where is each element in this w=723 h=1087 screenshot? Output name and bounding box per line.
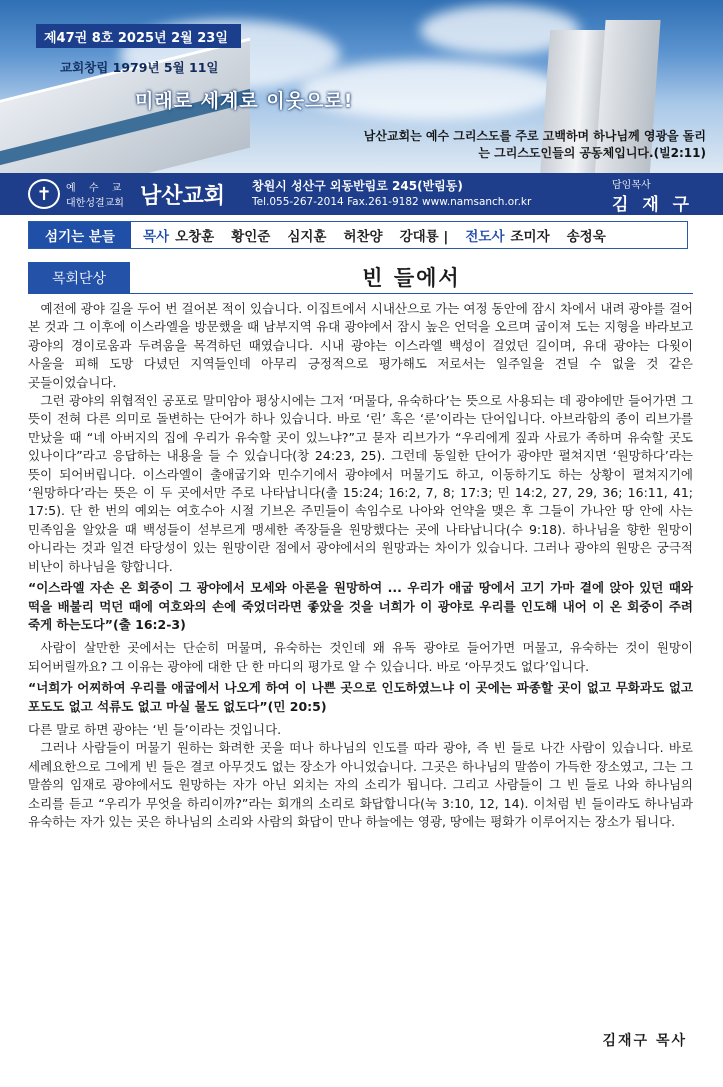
ministers-label: 섬기는 분들 — [29, 222, 131, 248]
founded-date: 교회창립 1979년 5월 11일 — [60, 60, 219, 75]
article-paragraph: 예전에 광야 길을 두어 번 걸어본 적이 있습니다. 이집트에서 시내산으로 가는 여정 동안에 잠시 차에서 내려 광야를 걸어 본 것과 그 이후에 이스라엘을 방문했을 때 남부지역 유대 광야에서 잠시 높은 언덕을 오르며 굽이져 도는 지형을 바라보고 광야의 경이로움과 두려움을 목격하던 때였습니다. 시내 광야는 이스라엘 백성이 걸었던 길이며, 유대 광야는 다윗이 사울을 피해 도망 다녔던 지역들인데 아무리 긍정적으로 평가해도 저로서는 일주일을 견딜 수 없을 것 같은 곳들이었습니다. — [28, 301, 693, 390]
pastor-label: 목사 — [143, 229, 170, 245]
church-motto: 미래로 세계로 이웃으로! — [135, 90, 354, 112]
article-paragraph: 다른 말로 하면 광야는 ‘빈 들’이라는 것입니다. — [28, 721, 282, 737]
minister-name: 황인준 — [231, 229, 271, 245]
church-contact: Tel.055-267-2014 Fax.261-9182 www.namsanch.or.kr — [252, 196, 532, 208]
article-paragraph: 그런 광야의 위협적인 공포로 말미암아 평상시에는 그저 ‘머물다, 유숙하다’는 뜻으로 사용되는 데 광야에만 들어가면 그 뜻이 전혀 다른 의미로 돌변하는 단어가 하나 있습니다. 바로 ‘린’ 혹은 ‘룬’이라는 단어입니다. 아브라함의 종이 리브가를 만났을 때 “네 아버지의 집에 우리가 유숙할 곳이 있느냐?”고 묻자 리브가가 “우리에게 짚과 사료가 족하며 유숙할 곳도 있나이다”라고 응답하는 내용을 들 수 있습니다(창 24:23, 25). 그런데 동일한 단어가 광야만 펼쳐지면 ‘원망하다’라는 뜻이 되어버립니다. 이스라엘이 출애굽기와 민수기에서 광야에서 머물기도 하고, 이동하기도 하는 상황이 펼쳐지기에 ‘원망하다’라는 뜻은 이 두 곳에서만 주로 나타납니다(출 15:24; 16:2, 7, 8; 17:3; 민 14:2, 27, 29, 36; 16:11, 41; 17:5). 단 한 번의 예외는 여호수아 시절 기브온 주민들이 속임수로 나아와 언약을 맺은 후 그들이 가나안 땅 안에 사는 민족임을 알았을 때 백성들이 섣부르게 맹세한 족장들을 원망했다는 곳에 나타납니다(수 9:18). 하나님을 향한 원망이 아니라는 것과 일견 타당성이 있는 원망이란 점에서 광야에서의 원망과는 차이가 있습니다. 그러나 광야의 원망은 궁극적 비난이 하나님을 향합니다. — [28, 393, 693, 574]
title-divider — [130, 293, 693, 294]
church-info-bar — [0, 173, 723, 215]
evangelist-name: 송정욱 — [566, 229, 606, 245]
minister-name: 강대룡 | — [399, 229, 449, 245]
article-paragraph: 사람이 살만한 곳에서는 단순히 머물며, 유숙하는 것인데 왜 유독 광야로 들어가면 머물고, 유숙하는 것이 원망이 되어버릴까요? 그 이유는 광야에 대한 단 한 마디의 평가로 알 수 있습니다. 바로 ‘아무것도 없다’입니다. — [28, 640, 693, 674]
ministers-bar — [28, 221, 688, 249]
article-body — [28, 300, 693, 831]
pastor-title: 담임목사 — [612, 180, 651, 191]
ministers-list — [131, 225, 606, 245]
author-signature: 김재구 목사 — [602, 1033, 687, 1049]
evangelist-name: 조미자 — [510, 229, 550, 245]
church-logo-icon: ✝ — [28, 179, 60, 209]
scripture-quote: “너희가 어찌하여 우리를 애굽에서 나오게 하여 이 나쁜 곳으로 인도하였느냐 이 곳에는 파종할 곳이 없고 무화과도 없고 포도도 없고 석류도 없고 마실 물도 없도다”(민 20:5) — [28, 680, 693, 714]
article-paragraph: 그러나 사람들이 머물기 원하는 화려한 곳을 떠나 하나님의 인도를 따라 광야, 즉 빈 들로 나간 사람이 있습니다. 바로 세례요한으로 그에게 빈 들은 결코 아무것도 없는 장소가 아니었습니다. 그곳은 하나님의 말씀이 가득한 장소였고, 그는 그 말씀의 임재로 광야에서도 원망하는 자가 아닌 외치는 자의 소리가 됩니다. 그리고 사람들이 그 빈 들로 나와 하나님의 소리를 듣고 “우리가 무엇을 하리이까?”라는 회개의 소리로 화답합니다(눅 3:10, 12, 14). 이처럼 빈 들이라도 하나님과 유숙하는 자가 있는 곳은 하나님의 소리와 사람의 화답이 만나 하늘에는 영광, 땅에는 평화가 이루어지는 장소가 됩니다. — [28, 740, 693, 829]
article-title: 빈 들에서 — [362, 266, 461, 290]
column-tag: 목회단상 — [28, 262, 130, 294]
denomination-bottom: 대한성결교회 — [66, 198, 124, 209]
minister-name: 심지훈 — [287, 229, 327, 245]
evangelist-label: 전도사 — [465, 229, 505, 245]
minister-name: 오창훈 — [175, 229, 215, 245]
header-banner — [0, 0, 723, 173]
pastor-name: 김 재 구 — [612, 195, 694, 215]
denomination-top: 예 수 교 — [66, 183, 127, 194]
church-description: 남산교회는 예수 그리스도를 주로 고백하며 하나님께 영광을 돌리는 그리스도인들의 공동체입니다.(빌2:11) — [363, 129, 706, 160]
church-address: 창원시 성산구 외동반림로 245(반림동) — [252, 179, 463, 193]
issue-badge: 제47권 8호 2025년 2월 23일 — [36, 24, 241, 48]
scripture-quote: “이스라엘 자손 온 회중이 그 광야에서 모세와 아론을 원망하여 ... 우리가 애굽 땅에서 고기 가마 곁에 앉아 있던 때와 떡을 배불리 먹던 때에 여호와의 손에 죽었더라면 좋았을 것을 너희가 이 광야로 우리를 인도해 내어 이 온 회중이 주려 죽게 하는도다”(출 16:2-3) — [28, 580, 693, 632]
minister-name: 허찬양 — [343, 229, 383, 245]
church-name: 남산교회 — [140, 183, 226, 209]
